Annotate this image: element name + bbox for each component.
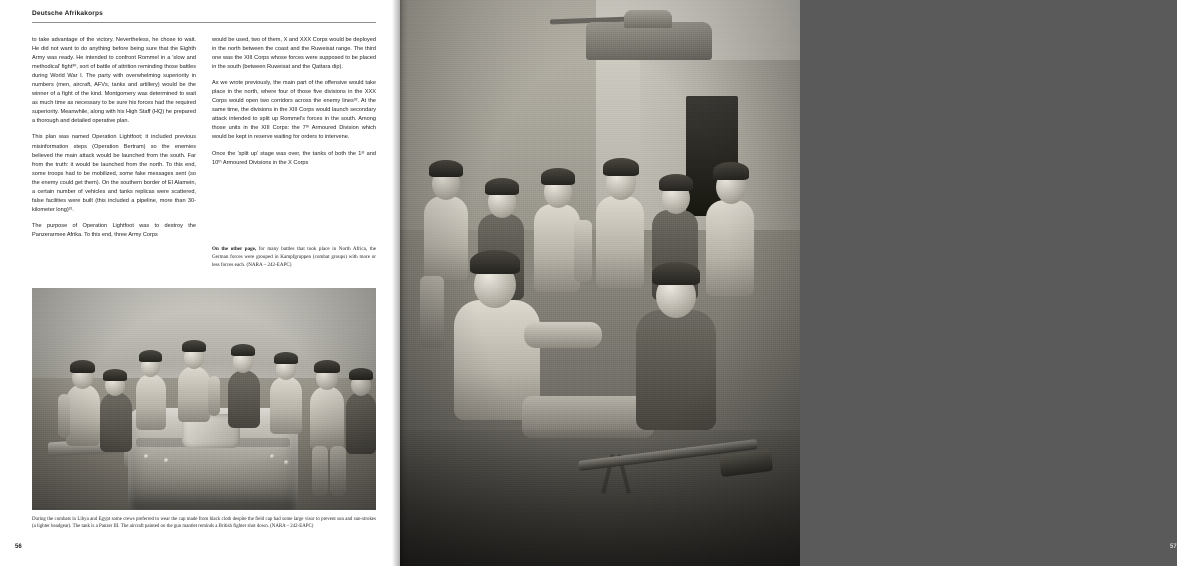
crew-figure-torso [270, 376, 302, 434]
crew-figure-cap [182, 340, 206, 352]
soldier-leg [420, 276, 444, 348]
running-head: Deutsche Afrikakorps [32, 10, 103, 17]
soldier-cap [470, 250, 520, 274]
paragraph: would be used, two of them, X and XXX Corps would be deployed in the north between the coast and the Ruweisat range. The third one was the XIII Corps whose forces were supposed to be placed in the south (between Ruweisat and the Qattara dip). [212, 37, 376, 71]
inline-caption [212, 246, 376, 270]
tank-crew-photo [32, 288, 376, 510]
paragraph: The purpose of Operation Lightfoot was to destroy the Panzerarmee Afrika. To this end, three Army Corps [32, 222, 196, 238]
text-column-1 [32, 36, 196, 247]
crew-figure-cap [139, 350, 162, 362]
paragraph: This plan was named Operation Lightfoot; it included previous misinformation steps (Operation Bertram) so the enemies believed the main attack would be launched from the south. Far from the truth: it would be launched from the north. To this end, some troops had to be mobilized, some fake messages sent (so the enemy could get them). On the southern border of El Alamein, a certain number of vehicles and tanks replicas were scattered, false facilities were built (this included a pipeline, more than 30-kilometer long)³¹. [32, 134, 196, 213]
inline-caption-lead: On the other page, [212, 246, 257, 252]
right-page [400, 0, 1177, 566]
soldier-torso [424, 196, 468, 280]
soldier-torso [706, 200, 754, 296]
crew-figure-torso [66, 384, 100, 446]
crew-figure-cap [70, 360, 95, 373]
crew-figure-torso [178, 366, 210, 422]
paragraph: Once the 'split up' stage was over, the tanks of both the 1ˢᵗ and 10ᵗʰ Armoured Divisions in the X Corps [212, 150, 376, 166]
soldier-torso [596, 196, 644, 288]
header-rule [32, 22, 376, 23]
crew-figure-cap [274, 352, 298, 364]
soldier-cap [541, 168, 575, 185]
crew-figure-leg [330, 446, 346, 496]
soldier-cap [485, 178, 519, 195]
photo-caption: During the combats in Libya and Egypt some crews preferred to wear the cap made from black cloth despite the field cap had some large visor to prevent sun and sun-strokes (a lighter headgear). The tank is a Panzer III. The aircraft painted on the gun mantlet reminds a British fighter shot down. (NARA – 242-EAPC) [32, 517, 376, 530]
crew-figure-arm [58, 394, 70, 438]
crew-figure-cap [314, 360, 340, 373]
inline-caption-text: for many battles that took place in North Africa, the German forces were grouped in Kampfgruppen (combat groups) with more or less forces each. (NARA – 242-EAPC) [212, 246, 377, 268]
soldier-arm [524, 322, 602, 348]
tank-turret [624, 10, 672, 28]
paragraph: As we wrote previously, the main part of the offensive would take place in the north, where four of those five divisions in the XXX Corps would open two corridors across the enemy lines³². At the same time, the divisions in the XIII Corps would launch secondary attack intended to split up Rommel's forces in the south. Among those units in the XIII Corps: the 7ᵗʰ Armoured Division which would be kept in reserve waiting for orders to intervene. [212, 80, 376, 141]
turret-bolt [284, 460, 289, 465]
crew-figure-leg [312, 446, 328, 496]
crew-figure-torso [228, 370, 260, 428]
turret-bolt [144, 454, 149, 459]
turret-bolt [270, 454, 275, 459]
text-column-2 [212, 36, 376, 175]
page-number-left: 56 [15, 544, 22, 550]
left-page [0, 0, 400, 566]
page-number-right: 57 [1170, 544, 1177, 550]
crew-figure-torso [310, 386, 344, 450]
soldier-cap [652, 262, 700, 285]
soldier-cap [713, 162, 749, 180]
soldier-cap [659, 174, 693, 191]
crew-figure-torso [136, 374, 166, 430]
crew-figure-arm [208, 376, 220, 416]
soldier-arm [574, 220, 592, 282]
photo-foreground-shadow [400, 430, 800, 566]
soldier-cap [429, 160, 463, 177]
paragraph: to take advantage of the victory. Nevertheless, he chose to wait. He did not want to do anything before being sure that the Eighth Army was ready. He intended to confront Rommel in a 'slow and methodical' fight³⁰, sort of battle of attrition reminding those battles during World War I. The party with overwhelming superiority in numbers (men, aircraft, AFVs, tanks and artillery) would be the winner of a fight of the kind. Montgomery was determined to wait as much time as necessary to be sure his forces had the required superiority. Meanwhile, along with his High Staff (HQ) he prepared a thorough and detailed operative plan. [32, 37, 196, 125]
crew-figure-cap [103, 369, 127, 381]
crew-figure-cap [349, 368, 373, 380]
turret-bolt [164, 458, 169, 463]
crew-figure-torso [100, 392, 132, 452]
crew-figure-cap [231, 344, 255, 356]
soldier-cap [603, 158, 639, 176]
soldier-torso [636, 310, 716, 430]
crew-figure-torso [346, 392, 376, 454]
